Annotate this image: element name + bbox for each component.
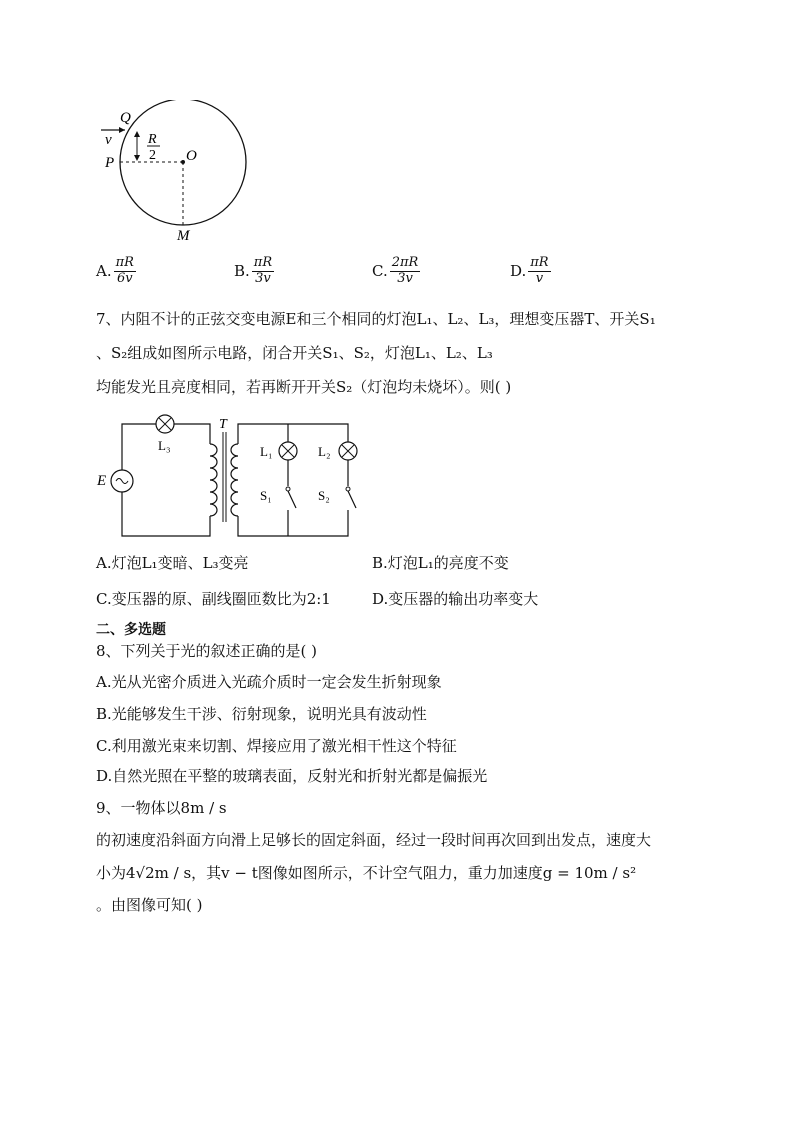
fraction: $\frac{\pi R}{v}$ (530, 255, 549, 286)
label-l2: L₂ (318, 444, 331, 459)
label-r: R (148, 132, 157, 147)
circle-diagram (95, 100, 265, 250)
q9-line-2: 的初速度沿斜面方向滑上足够长的固定斜面，经过一段时间再次回到出发点，速度大 (96, 831, 652, 849)
q9-line-4: 。由图像可知( ) (96, 896, 203, 914)
label-s2: S₂ (318, 488, 330, 503)
label-2: 2 (149, 148, 156, 163)
velocity-arrowhead (119, 127, 125, 133)
circuit-diagram (92, 410, 362, 540)
q7-option-c[interactable]: C.变压器的原、副线圈匝数比为2:1 (96, 590, 331, 608)
switch-s2 (348, 491, 356, 508)
q8-option-d[interactable]: D.自然光照在平整的玻璃表面，反射光和折射光都是偏振光 (96, 767, 488, 785)
option-label: A. (96, 262, 112, 281)
secondary-wire-top (238, 424, 348, 444)
fraction: $\frac{\pi R}{3v}$ (253, 255, 273, 286)
label-s1: S₁ (260, 488, 272, 503)
label-e: E (97, 473, 107, 489)
q7-option-b[interactable]: B.灯泡L₁的亮度不变 (372, 554, 509, 572)
q8-option-c[interactable]: C.利用激光束来切割、焊接应用了激光相干性这个特征 (96, 737, 457, 755)
q6-option-a[interactable] (96, 256, 136, 287)
q7-option-d[interactable]: D.变压器的输出功率变大 (372, 590, 539, 608)
switch-s1 (288, 491, 296, 508)
q6-option-b[interactable] (234, 256, 274, 287)
option-label: B. (234, 262, 250, 281)
label-q: Q (120, 110, 131, 126)
q7-line-2: 、S₂组成如图所示电路，闭合开关S₁、S₂，灯泡L₁、L₂、L₃ (96, 344, 493, 362)
label-t: T (219, 417, 227, 432)
q7-line-1: 7、内阻不计的正弦交变电源E和三个相同的灯泡L₁、L₂、L₃，理想变压器T、开关S₁ (96, 310, 656, 328)
q9-line-1: 9、一物体以8m / s (96, 799, 227, 817)
q7-line-3: 均能发光且亮度相同，若再断开开关S₂（灯泡均未烧坏）。则( ) (96, 378, 512, 396)
fraction: $\frac{\pi R}{6v}$ (115, 255, 134, 286)
q7-option-a[interactable]: A.灯泡L₁变暗、L₃变亮 (96, 554, 249, 572)
ac-symbol (116, 479, 128, 484)
switch-s1-pivot (286, 487, 290, 491)
center-dot (181, 160, 185, 164)
switch-s2-pivot (346, 487, 350, 491)
q6-option-d[interactable] (510, 256, 551, 287)
primary-wire-bottom (122, 492, 210, 536)
option-label: D. (510, 262, 527, 281)
secondary-wire-bottom (238, 510, 348, 536)
fraction: $\frac{2\pi R}{3v}$ (391, 255, 419, 286)
height-arrowhead-top (134, 131, 140, 137)
secondary-coil (231, 444, 238, 516)
q6-option-c[interactable] (372, 256, 420, 287)
section-heading: 二、多选题 (96, 622, 166, 638)
option-label: C. (372, 262, 388, 281)
q8-option-a[interactable]: A.光从光密介质进入光疏介质时一定会发生折射现象 (96, 673, 442, 691)
label-m: M (177, 228, 190, 244)
primary-coil (210, 444, 217, 516)
q8-option-b[interactable]: B.光能够发生干涉、衍射现象，说明光具有波动性 (96, 705, 427, 723)
height-arrowhead-bottom (134, 155, 140, 161)
label-l3: L₃ (158, 438, 171, 453)
label-v: v (105, 132, 112, 148)
primary-wire-top (174, 424, 210, 444)
q8-stem: 8、下列关于光的叙述正确的是( ) (96, 642, 318, 660)
label-o: O (186, 148, 197, 164)
label-l1: L₁ (260, 444, 273, 459)
q9-line-3: 小为4√2m / s，其v − t图像如图所示，不计空气阻力，重力加速度g = 10m / s² (96, 864, 637, 882)
label-p: P (105, 155, 115, 171)
primary-wire (122, 424, 156, 470)
